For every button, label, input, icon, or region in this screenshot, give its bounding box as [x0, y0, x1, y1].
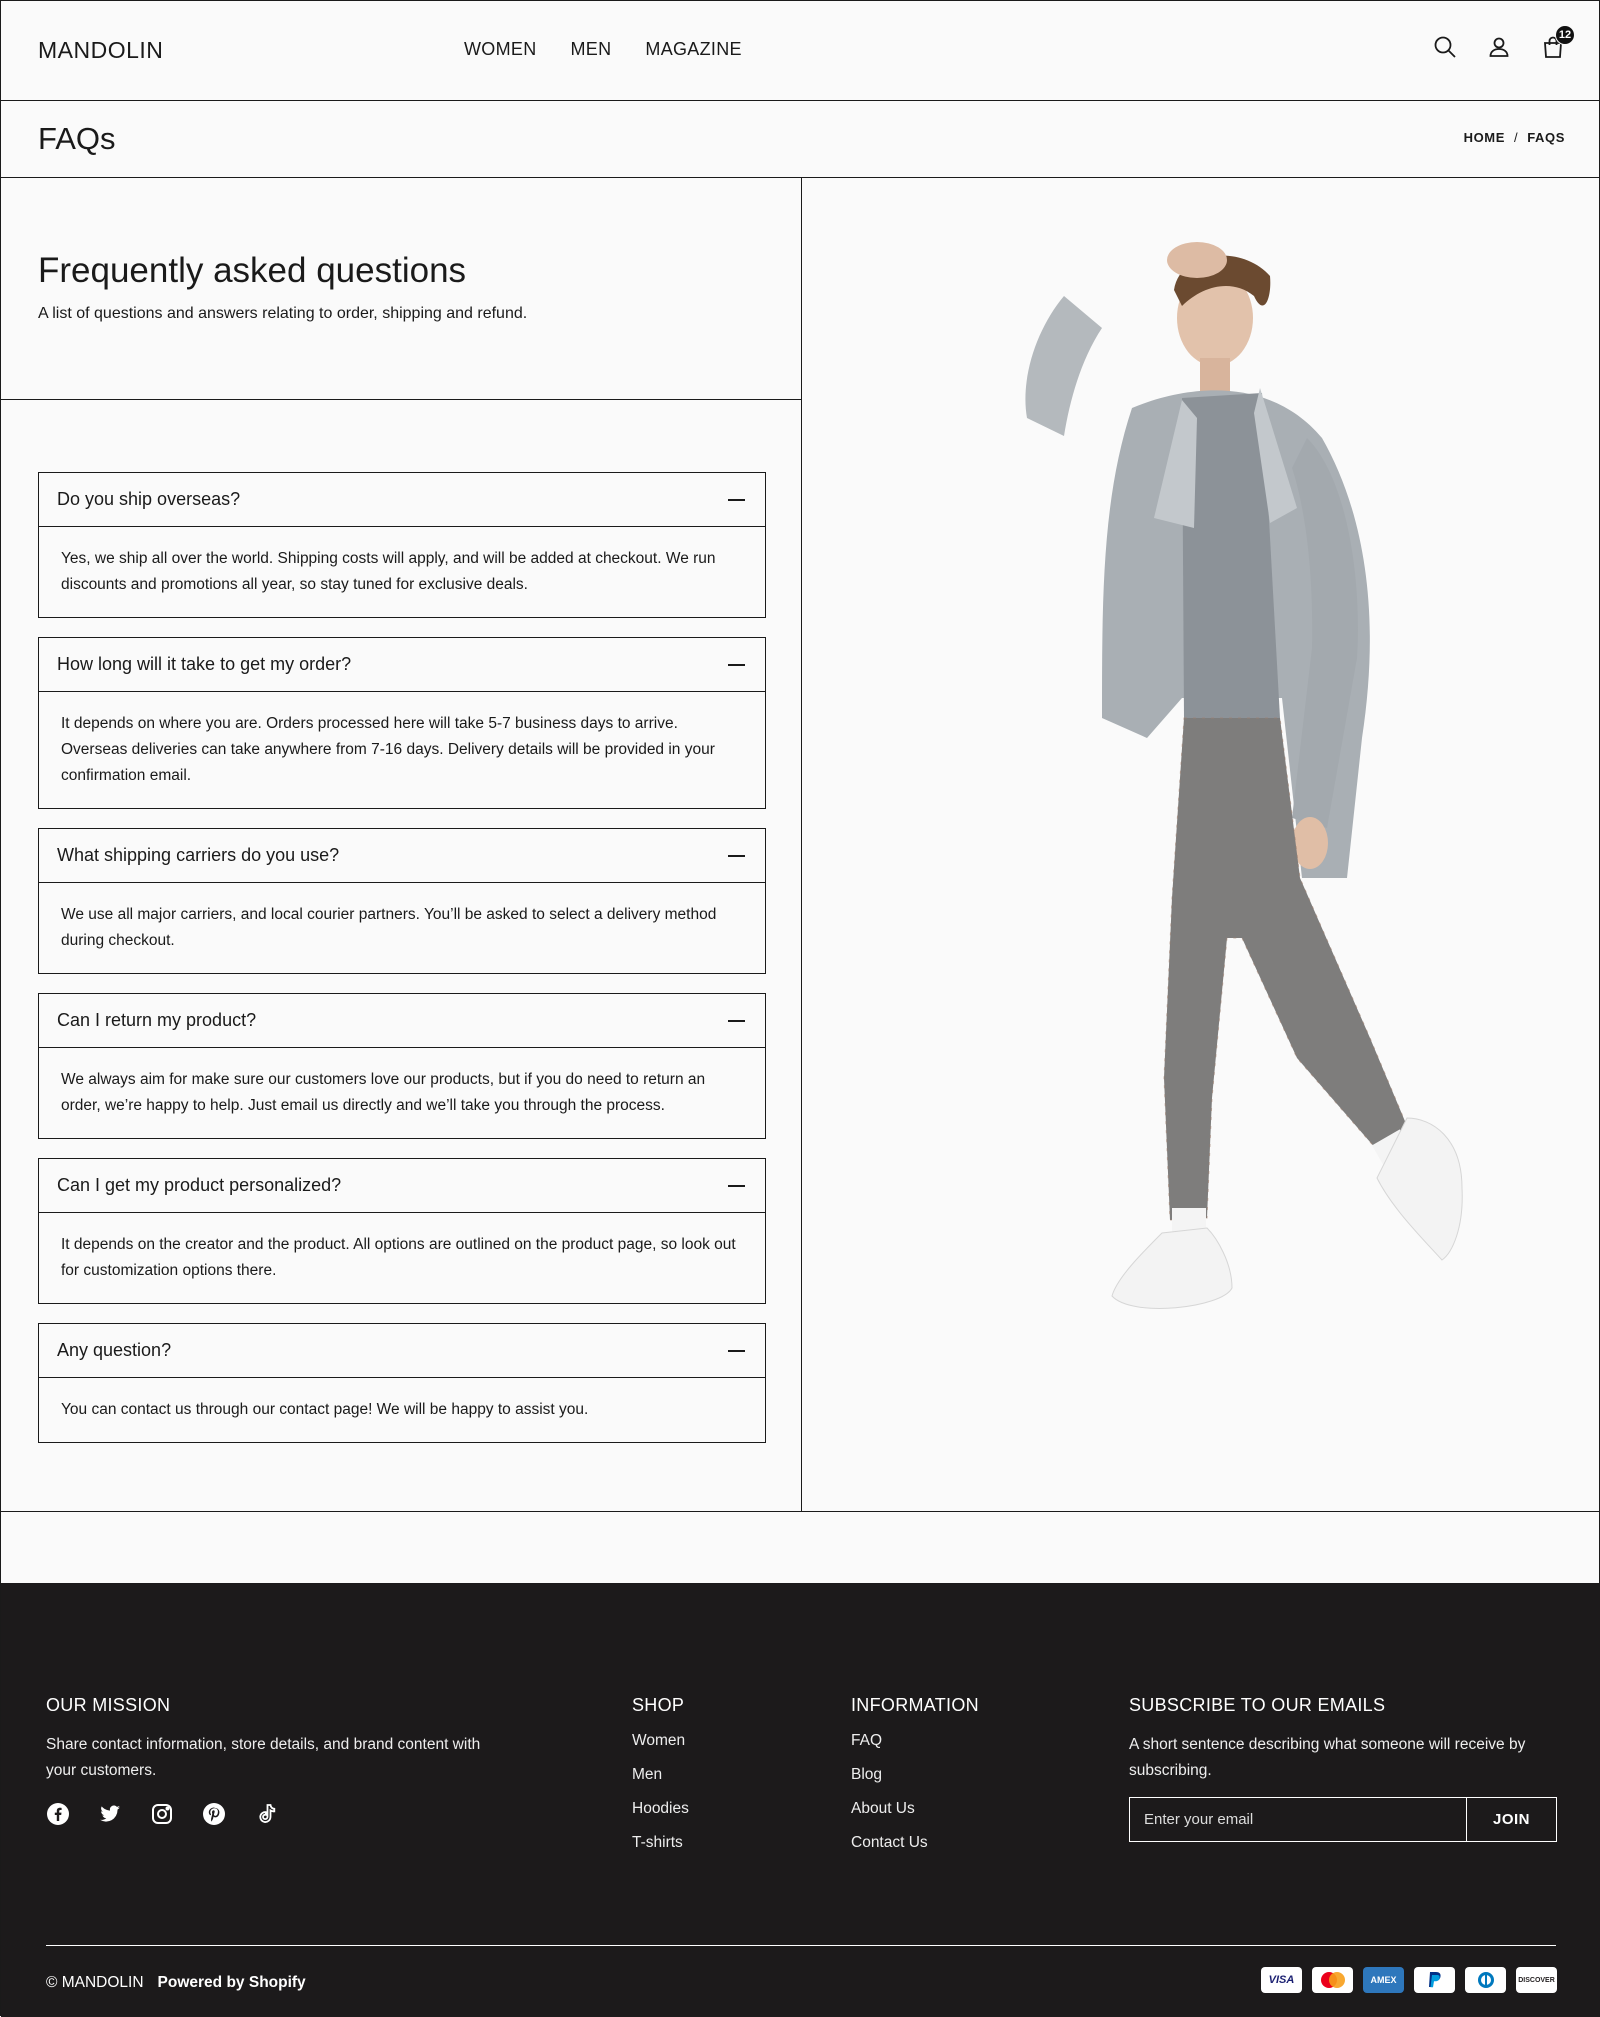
breadcrumb-separator: /	[1513, 130, 1519, 145]
cart-icon[interactable]	[1541, 29, 1572, 61]
email-input[interactable]	[1130, 1798, 1466, 1841]
copyright-text: © MANDOLIN	[46, 1974, 144, 1991]
faq-question-text: Can I get my product personalized?	[57, 1175, 342, 1195]
instagram-icon[interactable]	[150, 1802, 174, 1826]
social-links	[46, 1802, 486, 1826]
paypal-icon	[1414, 1967, 1455, 1993]
search-icon[interactable]	[1433, 35, 1457, 61]
mastercard-icon	[1312, 1967, 1353, 1993]
faq-item	[38, 828, 766, 974]
faq-question[interactable]	[39, 638, 765, 692]
footer-info-title: INFORMATION	[851, 1695, 979, 1715]
faq-question-text: How long will it take to get my order?	[57, 654, 352, 674]
footer-link-women[interactable]: Women	[632, 1732, 686, 1749]
faq-column	[1, 178, 802, 1512]
model-photo	[802, 178, 1600, 1512]
powered-by-link[interactable]: Powered by Shopify	[157, 1974, 306, 1991]
collapse-icon[interactable]	[728, 1020, 745, 1022]
tiktok-icon[interactable]	[254, 1802, 278, 1826]
page-title-bar	[1, 101, 1600, 178]
footer-link-contact[interactable]: Contact Us	[851, 1834, 928, 1851]
footer-subscribe	[1129, 1695, 1559, 1842]
faq-answer: It depends on the creator and the product. All options are outlined on the product page, so look out for customization options there.	[61, 1236, 736, 1279]
account-icon[interactable]	[1487, 35, 1511, 61]
collapse-icon[interactable]	[728, 1350, 745, 1352]
faq-question[interactable]	[39, 994, 765, 1048]
breadcrumb-home[interactable]: HOME	[1463, 130, 1505, 145]
header-icons	[1433, 29, 1572, 61]
twitter-icon[interactable]	[98, 1802, 122, 1826]
collapse-icon[interactable]	[728, 499, 745, 501]
footer-link-tshirts[interactable]: T-shirts	[632, 1834, 683, 1851]
page-title: FAQs	[38, 121, 116, 156]
breadcrumb	[1464, 130, 1565, 145]
faq-item	[38, 472, 766, 618]
breadcrumb-current: FAQS	[1527, 130, 1565, 145]
footer-mission	[46, 1695, 486, 1826]
faq-item	[38, 1323, 766, 1443]
faq-answer: Yes, we ship all over the world. Shipping costs will apply, and will be added at checkout. We run discounts and promotions all year, so stay tuned for exclusive deals.	[61, 550, 716, 593]
footer-divider	[46, 1945, 1556, 1946]
footer-information	[851, 1695, 979, 1868]
faq-question[interactable]	[39, 1159, 765, 1213]
faq-intro	[1, 178, 801, 400]
diners-club-icon	[1465, 1967, 1506, 1993]
cart-count-badge: 12	[1555, 25, 1575, 45]
faq-list	[38, 472, 766, 1462]
footer-subscribe-text: A short sentence describing what someone will receive by subscribing.	[1129, 1736, 1526, 1779]
spacer-row	[1, 1511, 1600, 1583]
footer-link-faq[interactable]: FAQ	[851, 1732, 883, 1749]
site-header	[1, 1, 1600, 101]
footer-shop	[632, 1695, 689, 1868]
model-image-panel	[802, 178, 1600, 1512]
nav-women[interactable]: WOMEN	[464, 39, 537, 59]
faq-question-text: Any question?	[57, 1340, 172, 1360]
collapse-icon[interactable]	[728, 855, 745, 857]
faq-answer: It depends on where you are. Orders processed here will take 5-7 business days to arrive. Overseas deliveries can take anywhere from 7-16 days. Delivery details will be provided in your confirmation email.	[61, 715, 715, 784]
footer-shop-title: SHOP	[632, 1695, 685, 1715]
collapse-icon[interactable]	[728, 1185, 745, 1187]
pinterest-icon[interactable]	[202, 1802, 226, 1826]
discover-icon: DISCOVER	[1516, 1967, 1557, 1993]
footer-link-about[interactable]: About Us	[851, 1800, 915, 1817]
footer-link-blog[interactable]: Blog	[851, 1766, 883, 1783]
faq-answer: We use all major carriers, and local courier partners. You’ll be asked to select a delivery method during checkout.	[61, 906, 717, 949]
payment-icons	[1261, 1967, 1557, 1993]
faq-item	[38, 1158, 766, 1304]
faq-question[interactable]	[39, 473, 765, 527]
faq-subtext: A list of questions and answers relating to order, shipping and refund.	[38, 305, 528, 322]
email-signup-form	[1129, 1797, 1557, 1842]
logo[interactable]: MANDOLIN	[38, 37, 164, 63]
nav-magazine[interactable]: MAGAZINE	[645, 39, 742, 59]
footer-link-men[interactable]: Men	[632, 1766, 663, 1783]
collapse-icon[interactable]	[728, 664, 745, 666]
join-button[interactable]: JOIN	[1466, 1798, 1556, 1841]
faq-answer: We always aim for make sure our customers love our products, but if you do need to return an order, we’re happy to help. Just email us directly and we’ll take you through the process.	[61, 1071, 706, 1114]
amex-icon: AMEX	[1363, 1967, 1404, 1993]
facebook-icon[interactable]	[46, 1802, 70, 1826]
faq-question-text: Do you ship overseas?	[57, 489, 241, 509]
footer-mission-title: OUR MISSION	[46, 1695, 171, 1715]
footer-mission-text: Share contact information, store details, and brand content with your customers.	[46, 1736, 481, 1779]
copyright	[46, 1974, 306, 1992]
footer-link-hoodies[interactable]: Hoodies	[632, 1800, 689, 1817]
faq-question-text: Can I return my product?	[57, 1010, 257, 1030]
faq-question-text: What shipping carriers do you use?	[57, 845, 340, 865]
visa-icon: VISA	[1261, 1967, 1302, 1993]
faq-item	[38, 637, 766, 809]
site-footer	[1, 1583, 1600, 2017]
faq-heading: Frequently asked questions	[38, 251, 467, 290]
faq-question[interactable]	[39, 1324, 765, 1378]
footer-subscribe-title: SUBSCRIBE TO OUR EMAILS	[1129, 1695, 1386, 1715]
nav-men[interactable]: MEN	[570, 39, 612, 59]
faq-answer: You can contact us through our contact page! We will be happy to assist you.	[61, 1401, 589, 1418]
faq-question[interactable]	[39, 829, 765, 883]
faq-item	[38, 993, 766, 1139]
main-nav	[464, 39, 742, 60]
